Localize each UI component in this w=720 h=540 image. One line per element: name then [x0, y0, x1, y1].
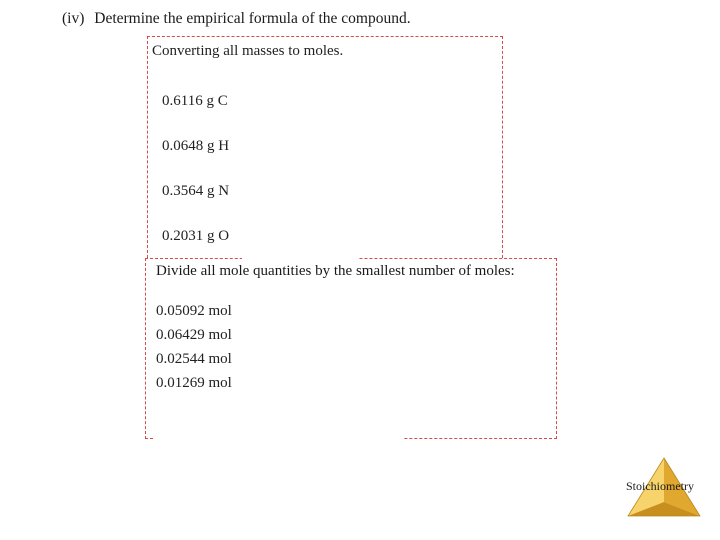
question-text: Determine the empirical formula of the compound.: [94, 10, 411, 27]
mass-nitrogen: 0.3564 g N: [162, 183, 230, 199]
moles-oxygen: 0.01269 mol: [156, 375, 232, 391]
mass-hydrogen: 0.0648 g H: [162, 138, 230, 154]
conversion-box: [147, 36, 503, 258]
division-box: [145, 258, 557, 439]
conversion-title: Converting all masses to moles.: [152, 43, 344, 59]
moles-carbon: 0.05092 mol: [156, 303, 232, 319]
division-title: Divide all mole quantities by the smallest number of moles:: [156, 263, 515, 279]
moles-hydrogen: 0.06429 mol: [156, 327, 232, 343]
question-heading: [62, 10, 411, 28]
logo-label: Stoichiometry: [626, 479, 694, 493]
question-number: (iv): [62, 10, 85, 27]
mass-oxygen: 0.2031 g O: [162, 228, 230, 244]
moles-nitrogen: 0.02544 mol: [156, 351, 232, 367]
mass-carbon: 0.6116 g C: [162, 93, 228, 109]
